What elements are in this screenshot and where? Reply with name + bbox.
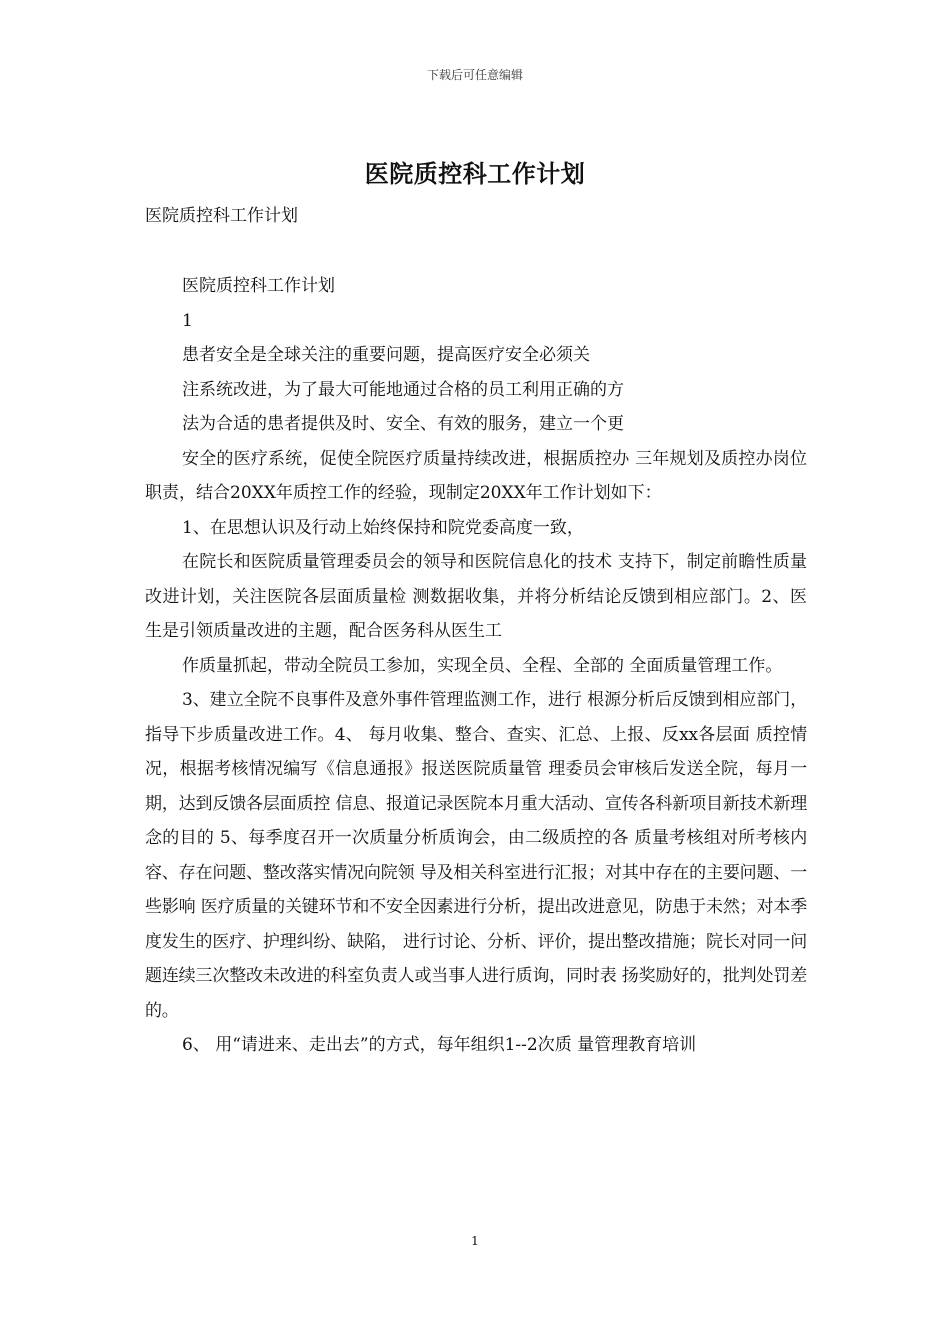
paragraph: 注系统改进，为了最大可能地通过合格的员工利用正确的方	[182, 379, 624, 400]
paragraph: 3、建立全院不良事件及意外事件管理监测工作，进行 根源分析后反馈到相应部门，指导下步质量改进工作。4、 每月收集、整合、查实、汇总、上报、反xx各层面 质控情况，根据考核情况编写《信息通报》报送医院质量管 理委员会审核后发送全院，每月一期，达到反馈各层面质控 信息、报道记录医院本月重大活动、宣传各科新项目新技术新理念的目的 5、每季度召开一次质量分析质询会，由二级质控的各 质量考核组对所考核内容、存在问题、整改落实情况向院领 导及相关科室进行汇报；对其中存在的主要问题、一些影响 医疗质量的关键环节和不安全因素进行分析，提出改进意见，防患于未然；对本季度发生的医疗、护理纠纷、缺陷， 进行讨论、分析、评价，提出整改措施；院长对同一问题连续三次整改未改进的科室负责人或当事人进行质询，同时表 扬奖励好的，批判处罚差的。	[145, 690, 807, 1021]
document-title: 医院质控科工作计划	[364, 159, 586, 188]
paragraph: 6、 用“请进来、走出去”的方式，每年组织1--2次质 量管理教育培训	[182, 1035, 697, 1055]
paragraph: 医院质控科工作计划	[182, 276, 335, 296]
header-note: 下载后可任意编辑	[426, 68, 523, 82]
page-number: 1	[471, 1234, 479, 1248]
paragraph: 法为合适的患者提供及时、安全、有效的服务，建立一个更	[182, 414, 624, 434]
document-body	[145, 269, 807, 1063]
paragraph: 1	[182, 310, 193, 331]
paragraph: 作质量抓起，带动全院员工参加，实现全员、全程、全部的 全面质量管理工作。	[182, 655, 783, 676]
paragraph: 在院长和医院质量管理委员会的领导和医院信息化的技术 支持下，制定前瞻性质量改进计划，关注医院各层面质量检 测数据收集，并将分析结论反馈到相应部门。2、医生是引领质量改进的主题，配合医务科从医生工	[145, 552, 807, 641]
document-subtitle: 医院质控科工作计划	[145, 206, 298, 226]
paragraph: 患者安全是全球关注的重要问题，提高医疗安全必须关	[182, 345, 590, 365]
paragraph: 安全的医疗系统，促使全院医疗质量持续改进，根据质控办 三年规划及质控办岗位职责，结合20XX年质控工作的经验，现制定20XX年工作计划如下：	[145, 448, 807, 503]
paragraph: 1、在思想认识及行动上始终保持和院党委高度一致，	[182, 517, 584, 538]
